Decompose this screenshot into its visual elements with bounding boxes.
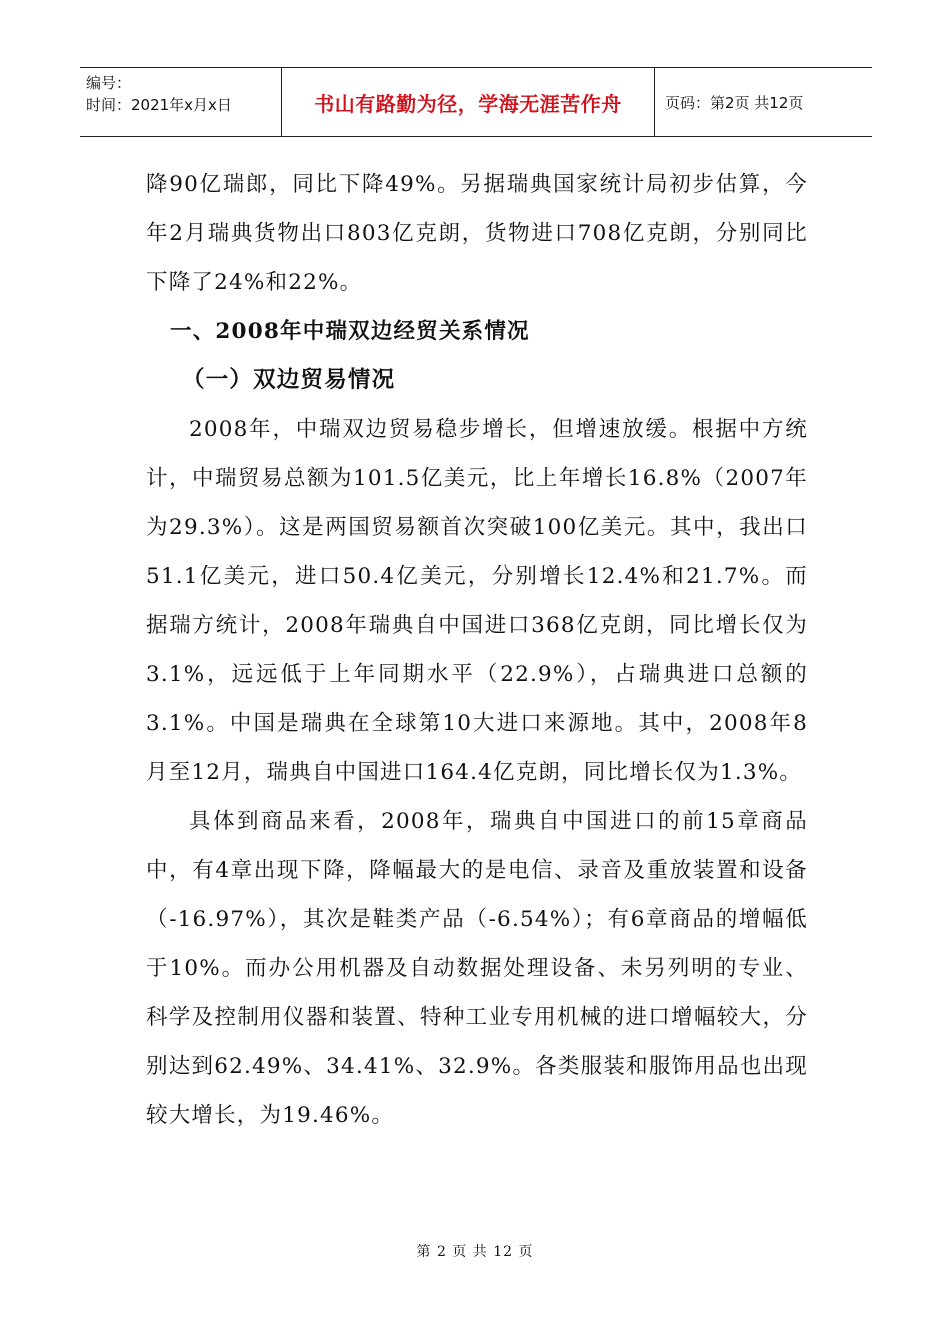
page-footer: 第 2 页 共 12 页 <box>416 1244 534 1260</box>
section-heading: 一、2008年中瑞双边经贸关系情况 <box>170 319 530 344</box>
paragraph-2: 2008年，中瑞双边贸易稳步增长，但增速放缓。根据中方统计，中瑞贸易总额为101.5亿美元，比上年增长16.8%（2007年为29.3%）。这是两国贸易额首次突破100亿美元。其中，我出口51.1亿美元，进口50.4亿美元，分别增长12.4%和21.7%。而据瑞方统计，2008年瑞典自中国进口368亿克朗，同比增长仅为3.1%，远远低于上年同期水平（22.9%），占瑞典进口总额的3.1%。中国是瑞典在全球第10大进口来源地。其中，2008年8月至12月，瑞典自中国进口164.4亿克朗，同比增长仅为1.3%。 <box>146 417 808 785</box>
header-meta-cell <box>80 68 282 136</box>
paragraph-1: 降90亿瑞郎，同比下降49%。另据瑞典国家统计局初步估算，今年2月瑞典货物出口803亿克朗，货物进口708亿克朗，分别同比下降了24%和22%。 <box>146 172 808 295</box>
document-header <box>80 67 872 137</box>
header-page-info: 页码：第2页 共12页 <box>665 93 804 112</box>
date-label: 时间：2021年x月x日 <box>86 96 232 114</box>
document-body <box>146 160 808 1140</box>
serial-number-label: 编号： <box>86 74 132 92</box>
paragraph-3: 具体到商品来看，2008年，瑞典自中国进口的前15章商品中，有4章出现下降，降幅最大的是电信、录音及重放装置和设备（-16.97%），其次是鞋类产品（-6.54%）；有6章商品的增幅低于10%。而办公用机器及自动数据处理设备、未另列明的专业、科学及控制用仪器和装置、特种工业专用机械的进口增幅较大，分别达到62.49%、34.41%、32.9%。各类服装和服饰用品也出现较大增长，为19.46%。 <box>146 809 808 1128</box>
subsection-heading: （一）双边贸易情况 <box>182 367 396 393</box>
header-motto: 书山有路勤为径，学海无涯苦作舟 <box>282 68 655 136</box>
